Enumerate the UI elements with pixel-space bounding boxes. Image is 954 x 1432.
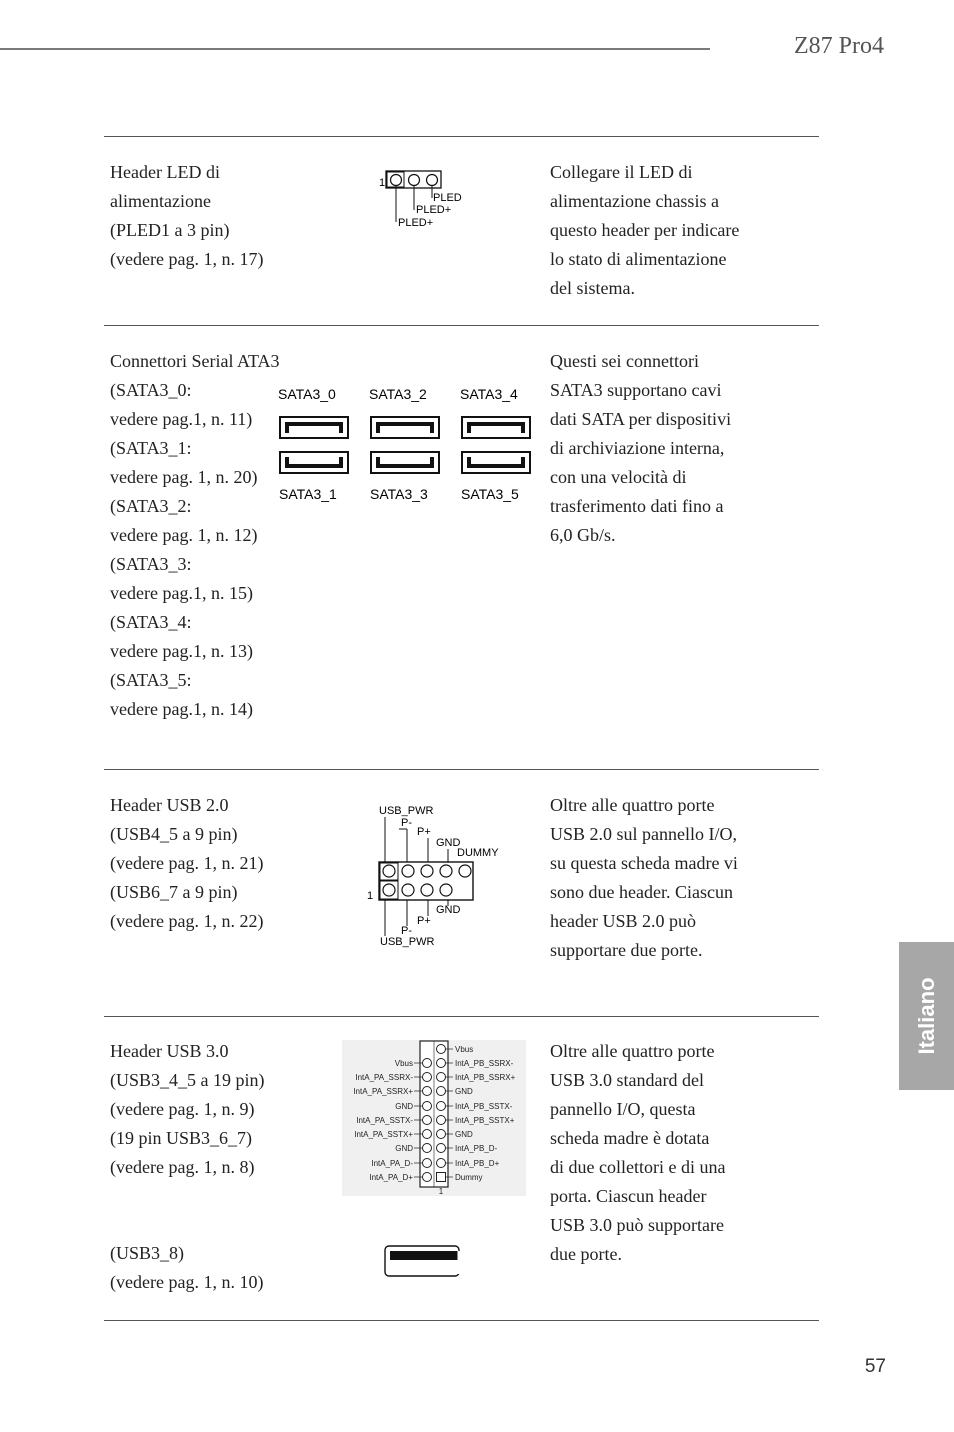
text-line: Collegare il LED di: [550, 162, 693, 182]
text-line: di due collettori e di una: [550, 1157, 726, 1177]
pin-label: GND: [455, 1087, 473, 1096]
gnd-label: GND: [436, 837, 461, 849]
text-line: Oltre alle quattro porte: [550, 1041, 715, 1061]
pin-label: Vbus: [394, 1059, 413, 1068]
text-line: con una velocità di: [550, 467, 687, 487]
pin-label: IntA_PA_SSRX-: [355, 1073, 413, 1082]
sata-port: [280, 417, 348, 438]
text-line: Header USB 3.0: [110, 1041, 229, 1061]
text-line: vedere pag.1, n. 15): [110, 583, 253, 603]
text-line: di archiviazione interna,: [550, 438, 725, 458]
section-divider: [104, 769, 819, 770]
text-line: USB 3.0 standard del: [550, 1070, 704, 1090]
usb-pwr-label: USB_PWR: [379, 805, 434, 817]
pin-label: IntA_PA_D-: [371, 1159, 413, 1168]
text-line: (SATA3_5:: [110, 670, 192, 690]
p-minus-label: P-: [401, 925, 412, 937]
text-line: questo header per indicare: [550, 220, 740, 240]
text-line: sono due header. Ciascun: [550, 882, 733, 902]
pin-label: IntA_PA_SSTX+: [354, 1130, 413, 1139]
text-line: Header LED di: [110, 162, 220, 182]
text-line: (SATA3_1:: [110, 438, 192, 458]
text-line: (vedere pag. 1, n. 9): [110, 1099, 255, 1119]
pin-label: IntA_PB_SSTX+: [455, 1116, 515, 1125]
section-divider: [104, 136, 819, 137]
sata-explanation: [550, 347, 731, 550]
text-line: (19 pin USB3_6_7): [110, 1128, 253, 1148]
pin1-label: 1: [367, 890, 374, 902]
text-line: (USB4_5 a 9 pin): [110, 824, 238, 844]
sata-label: SATA3_1: [279, 486, 337, 502]
pled-description: [110, 158, 263, 274]
text-line: alimentazione chassis a: [550, 191, 719, 211]
usb2-header-diagram: [362, 800, 507, 950]
gnd-label: GND: [436, 904, 461, 916]
text-line: USB 3.0 può supportare: [550, 1215, 724, 1235]
text-line: due porte.: [550, 1244, 622, 1264]
model-name: Z87 Pro4: [794, 33, 884, 59]
usb2-description: [110, 791, 263, 936]
usb2-explanation: [550, 791, 738, 965]
pled-plus-label: PLED+: [398, 217, 434, 229]
text-line: USB 2.0 sul pannello I/O,: [550, 824, 737, 844]
text-line: (USB6_7 a 9 pin): [110, 882, 238, 902]
p-plus-label: P+: [417, 826, 431, 838]
header-rule: [0, 48, 710, 50]
pin1-label: 1: [379, 177, 386, 189]
section-divider: [104, 1320, 819, 1321]
p-minus-label: P-: [401, 817, 412, 829]
text-line: (vedere pag. 1, n. 22): [110, 911, 264, 931]
text-line: Header USB 2.0: [110, 795, 229, 815]
text-line: vedere pag.1, n. 11): [110, 409, 253, 429]
pled-plus-label: PLED+: [416, 204, 452, 216]
section-divider: [104, 325, 819, 326]
text-line: supportare due porte.: [550, 940, 703, 960]
pin1-label: 1: [438, 1187, 444, 1196]
sata-label: SATA3_4: [460, 386, 518, 402]
page-number: 57: [864, 1356, 886, 1377]
text-line: scheda madre è dotata: [550, 1128, 710, 1148]
pin-label: IntA_PB_SSRX-: [455, 1059, 514, 1068]
pin-label: IntA_PA_SSTX-: [356, 1116, 413, 1125]
pled-header-diagram: [376, 166, 476, 232]
text-line: vedere pag.1, n. 13): [110, 641, 253, 661]
sata-port: [371, 452, 439, 473]
pin-label: GND: [395, 1144, 413, 1153]
usb-pwr-label: USB_PWR: [380, 936, 435, 948]
sata-label: SATA3_5: [461, 486, 519, 502]
usb3-description: [110, 1037, 265, 1182]
text-line: (SATA3_4:: [110, 612, 192, 632]
sata-label: SATA3_0: [278, 386, 336, 402]
p-plus-label: P+: [417, 915, 431, 927]
sata-label: SATA3_2: [369, 386, 427, 402]
text-line: del sistema.: [550, 278, 635, 298]
language-tab-label: Italiano: [913, 977, 939, 1055]
sata-label: SATA3_3: [370, 486, 428, 502]
sata-port: [371, 417, 439, 438]
text-line: Questi sei connettori: [550, 351, 699, 371]
text-line: (USB3_8): [110, 1243, 185, 1263]
pin-label: GND: [455, 1130, 473, 1139]
pin-label: Vbus: [455, 1045, 474, 1054]
text-line: (SATA3_3:: [110, 554, 192, 574]
text-line: vedere pag. 1, n. 20): [110, 467, 258, 487]
pin-label: IntA_PB_D+: [455, 1159, 500, 1168]
text-line: (SATA3_0:: [110, 380, 192, 400]
text-line: (vedere pag. 1, n. 8): [110, 1157, 255, 1177]
usb3-port-icon: [383, 1244, 463, 1280]
text-line: Oltre alle quattro porte: [550, 795, 715, 815]
dummy-label: DUMMY: [457, 847, 499, 859]
sata-port: [462, 417, 530, 438]
pin-label: IntA_PB_D-: [455, 1144, 498, 1153]
pin-label: IntA_PA_D+: [369, 1173, 413, 1182]
text-line: porta. Ciascun header: [550, 1186, 707, 1206]
sata-port: [280, 452, 348, 473]
pin-label: GND: [395, 1102, 413, 1111]
sata-connectors-diagram: [276, 380, 536, 508]
sata-description: [110, 347, 280, 724]
text-line: trasferimento dati fino a: [550, 496, 724, 516]
text-line: dati SATA per dispositivi: [550, 409, 732, 429]
text-line: 6,0 Gb/s.: [550, 525, 616, 545]
text-line: (vedere pag. 1, n. 21): [110, 853, 264, 873]
section-divider: [104, 1016, 819, 1017]
pin-label: IntA_PB_SSRX+: [455, 1073, 516, 1082]
language-tab: [899, 942, 954, 1090]
pin-label: IntA_PB_SSTX-: [455, 1102, 513, 1111]
text-line: (SATA3_2:: [110, 496, 192, 516]
text-line: Connettori Serial ATA3: [110, 351, 280, 371]
pin-label: IntA_PA_SSRX+: [353, 1087, 413, 1096]
text-line: vedere pag.1, n. 14): [110, 699, 253, 719]
text-line: header USB 2.0 può: [550, 911, 696, 931]
text-line: lo stato di alimentazione: [550, 249, 727, 269]
pin-label: Dummy: [455, 1173, 483, 1182]
text-line: pannello I/O, questa: [550, 1099, 696, 1119]
pled-label: PLED: [433, 192, 462, 204]
text-line: alimentazione: [110, 191, 211, 211]
usb3-header-diagram: [342, 1040, 526, 1196]
text-line: vedere pag. 1, n. 12): [110, 525, 258, 545]
text-line: (USB3_4_5 a 19 pin): [110, 1070, 265, 1090]
text-line: SATA3 supportano cavi: [550, 380, 722, 400]
usb3-explanation: [550, 1037, 725, 1269]
usb3-8-description: [110, 1239, 263, 1297]
text-line: su questa scheda madre vi: [550, 853, 738, 873]
pled-explanation: [550, 158, 739, 303]
text-line: (vedere pag. 1, n. 17): [110, 249, 264, 269]
text-line: (vedere pag. 1, n. 10): [110, 1272, 264, 1292]
text-line: (PLED1 a 3 pin): [110, 220, 230, 240]
sata-port: [462, 452, 530, 473]
